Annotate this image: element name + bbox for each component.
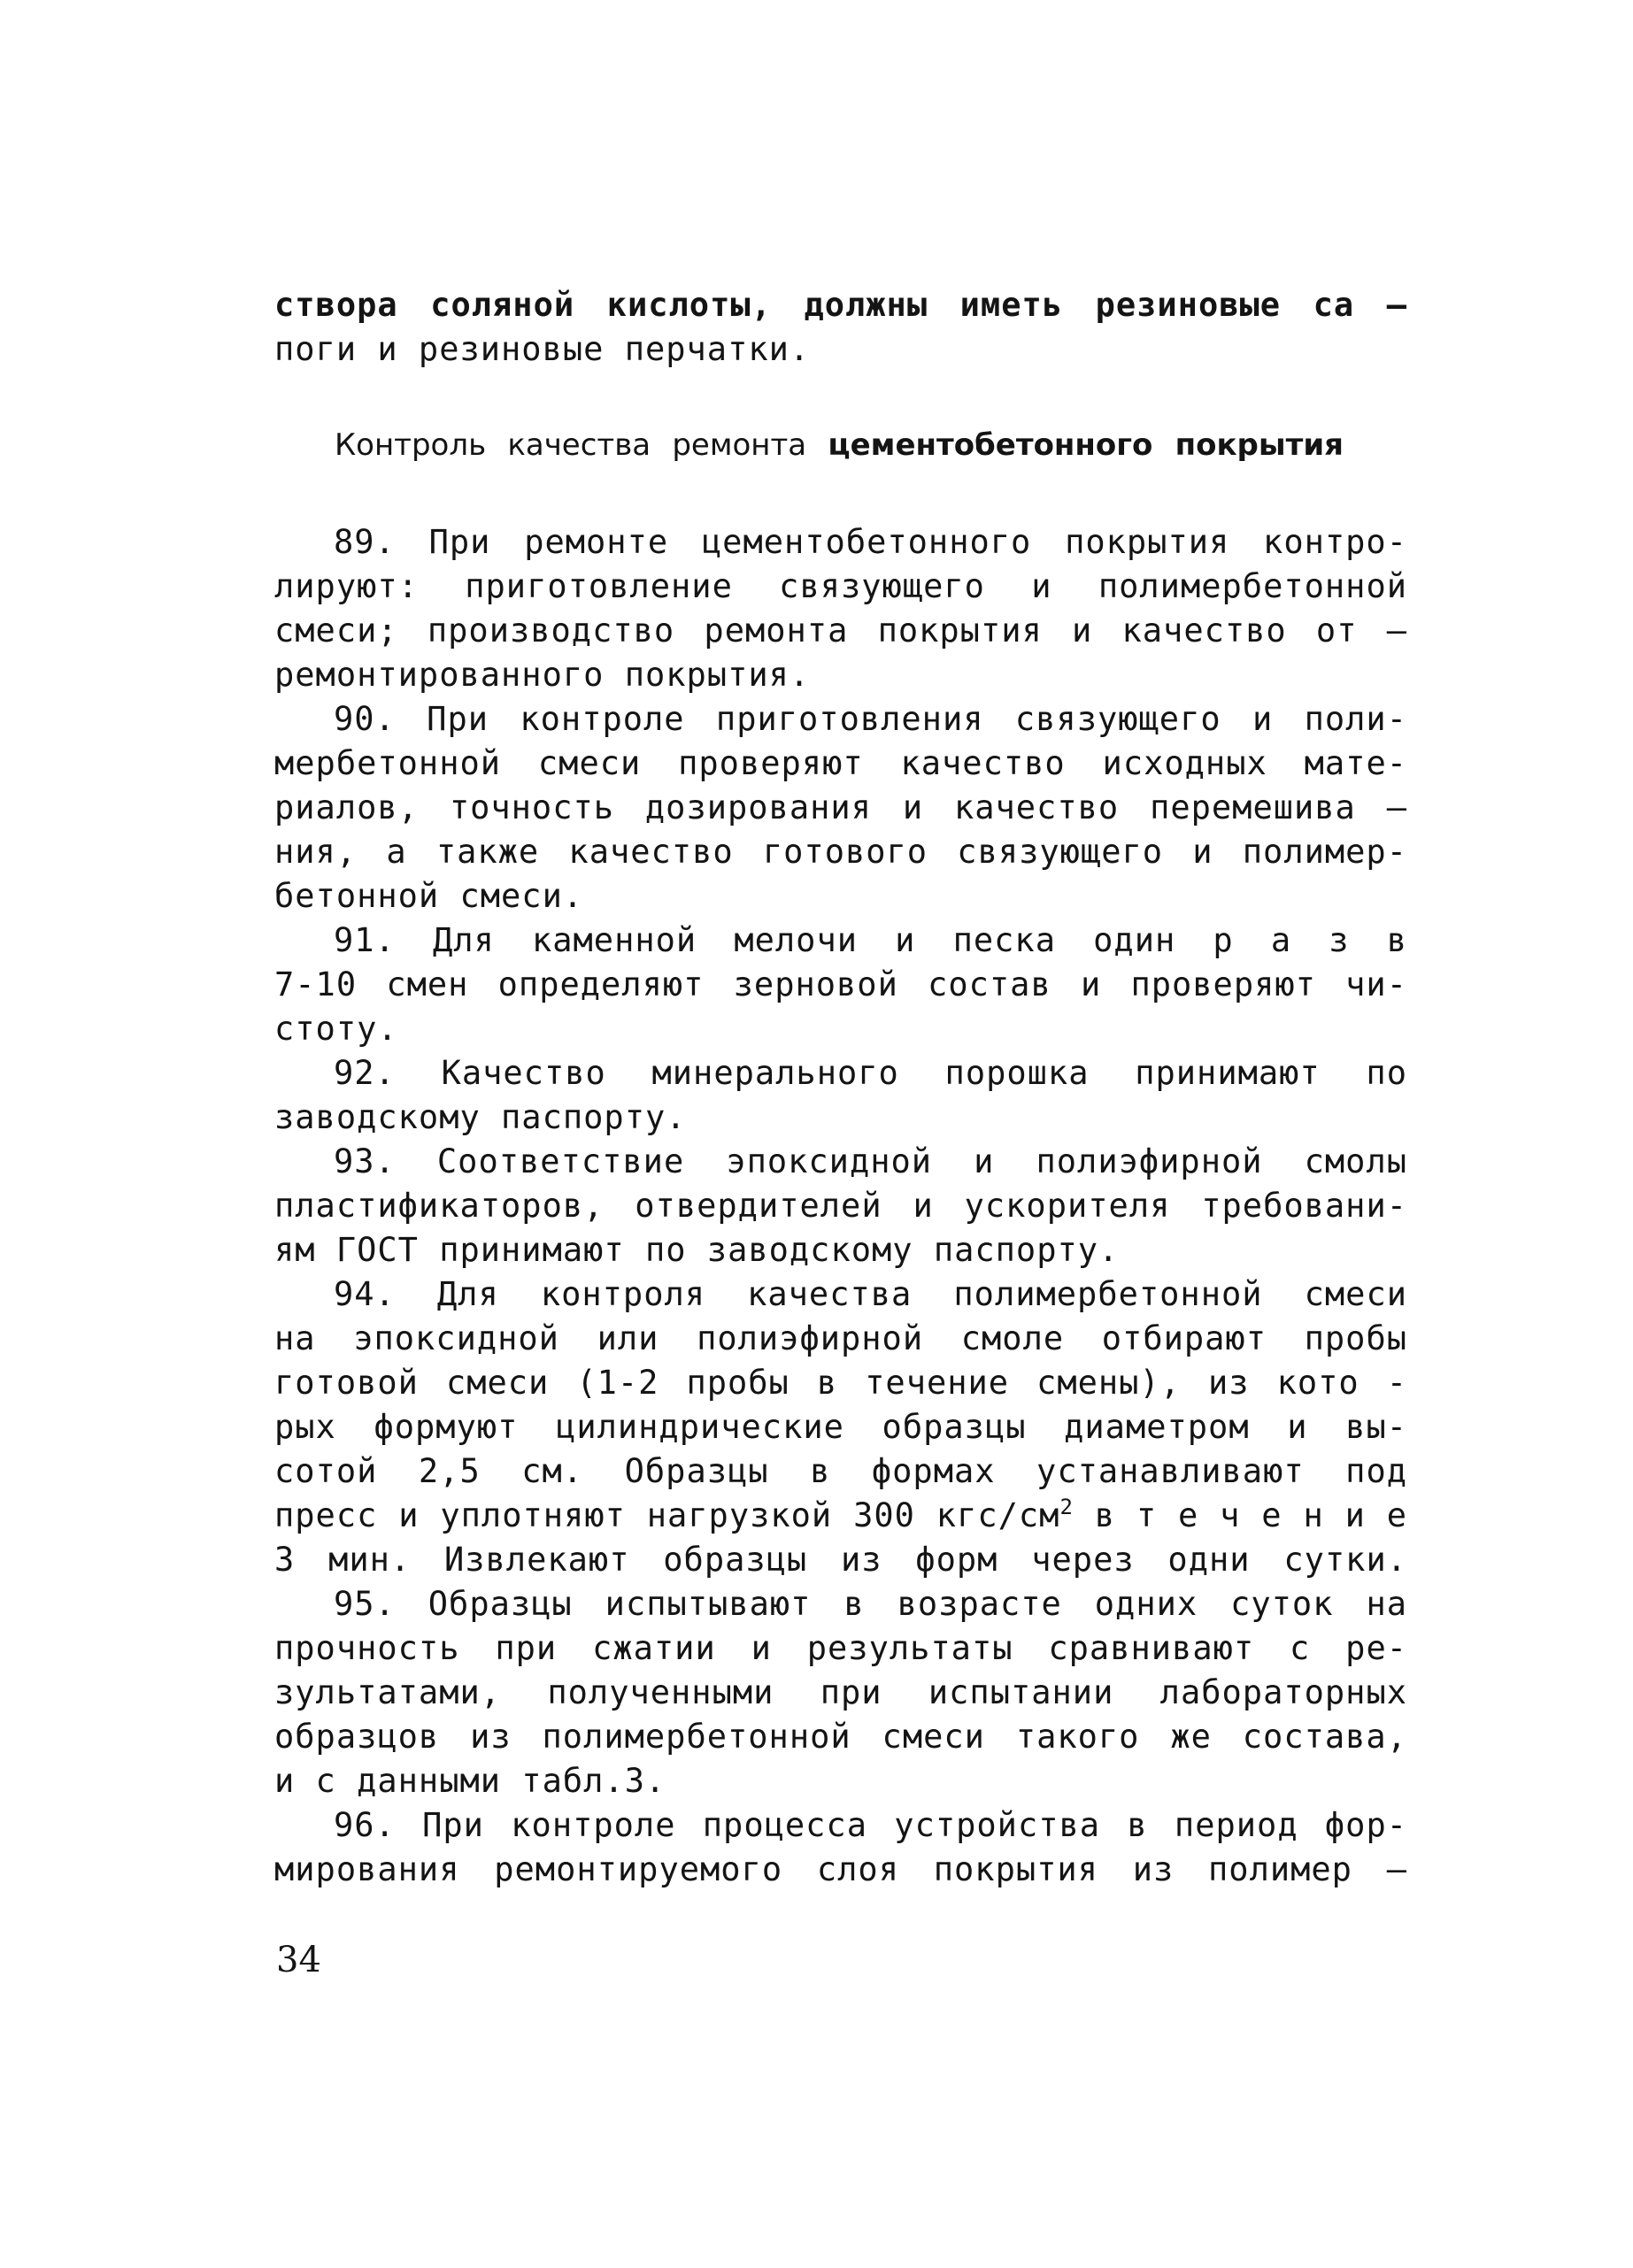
text-line: створа соляной кислоты, должны иметь резиновые са – — [274, 286, 1407, 324]
text-line: образцов из полимербетонной смеси такого же состава, — [274, 1718, 1407, 1756]
text-line-pressure — [274, 1494, 1407, 1538]
text-line: ремонтированного покрытия. — [274, 656, 811, 694]
text-line: 92. Качество минерального порошка принимают по — [334, 1054, 1407, 1092]
heading-part-2: цементобетонного покрытия — [828, 427, 1344, 463]
text-line: 90. При контроле приготовления связующего и поли- — [334, 700, 1407, 738]
paragraph-91 — [274, 919, 1407, 1051]
text-line: стоту. — [274, 1010, 398, 1048]
pressure-suffix: в т е ч е н и е — [1073, 1496, 1408, 1534]
text-line: лируют: приготовление связующего и полимербетонной — [274, 567, 1407, 605]
text-line: рых формуют цилиндрические образцы диаметром и вы- — [274, 1408, 1407, 1446]
page-number: 34 — [276, 1940, 321, 1980]
paragraph-90 — [274, 697, 1407, 919]
section-heading — [335, 423, 1344, 467]
intro-paragraph — [274, 283, 1407, 372]
text-line: 91. Для каменной мелочи и песка один р а з в — [334, 921, 1407, 959]
text-line: ям ГОСТ принимают по заводскому паспорту. — [274, 1231, 1120, 1269]
text-line: готовой смеси (1-2 пробы в течение смены), из кото - — [274, 1364, 1407, 1402]
text-line: ния, а также качество готового связующего и полимер- — [274, 833, 1407, 871]
paragraph-94 — [274, 1272, 1407, 1582]
text-line: риалов, точность дозирования и качество перемешива – — [274, 788, 1407, 826]
text-line: зультатами, полученными при испытании лабораторных — [274, 1673, 1407, 1711]
paragraph-92 — [274, 1051, 1407, 1140]
text-line: поги и резиновые перчатки. — [274, 330, 811, 368]
superscript-exponent: 2 — [1059, 1495, 1074, 1519]
heading-part-1: Контроль качества ремонта — [335, 427, 807, 463]
text-line: заводскому паспорту. — [274, 1098, 687, 1136]
text-line: сотой 2,5 см. Образцы в формах устанавливают под — [274, 1452, 1407, 1490]
text-line: пластификаторов, отвердителей и ускорителя требовани- — [274, 1187, 1407, 1225]
text-line: 96. При контроле процесса устройства в период фор- — [334, 1806, 1407, 1844]
text-line: бетонной смеси. — [274, 877, 584, 915]
text-line: на эпоксидной или полиэфирной смоле отбирают пробы — [274, 1319, 1407, 1357]
paragraph-95 — [274, 1582, 1407, 1803]
text-line: 95. Образцы испытывают в возрасте одних суток на — [334, 1585, 1407, 1623]
paragraph-93 — [274, 1140, 1407, 1272]
text-line: 89. При ремонте цементобетонного покрытия контро- — [334, 523, 1407, 561]
pressure-text: пресс и уплотняют нагрузкой 300 кгс/см — [274, 1496, 1060, 1534]
text-line: 7-10 смен определяют зерновой состав и проверяют чи- — [274, 965, 1407, 1003]
text-line: смеси; производство ремонта покрытия и качество от – — [274, 611, 1407, 650]
paragraph-96 — [274, 1803, 1407, 1892]
text-line: 3 мин. Извлекают образцы из форм через одни сутки. — [274, 1541, 1407, 1579]
text-line: мербетонной смеси проверяют качество исходных мате- — [274, 744, 1407, 782]
text-line: мирования ремонтируемого слоя покрытия из полимер – — [274, 1850, 1407, 1888]
text-line: прочность при сжатии и результаты сравнивают с ре- — [274, 1629, 1407, 1667]
paragraph-89 — [274, 520, 1407, 697]
text-line: 93. Соответствие эпоксидной и полиэфирной смолы — [334, 1142, 1407, 1180]
text-line: и с данными табл.3. — [274, 1762, 666, 1800]
text-line: 94. Для контроля качества полимербетонной смеси — [334, 1275, 1407, 1313]
